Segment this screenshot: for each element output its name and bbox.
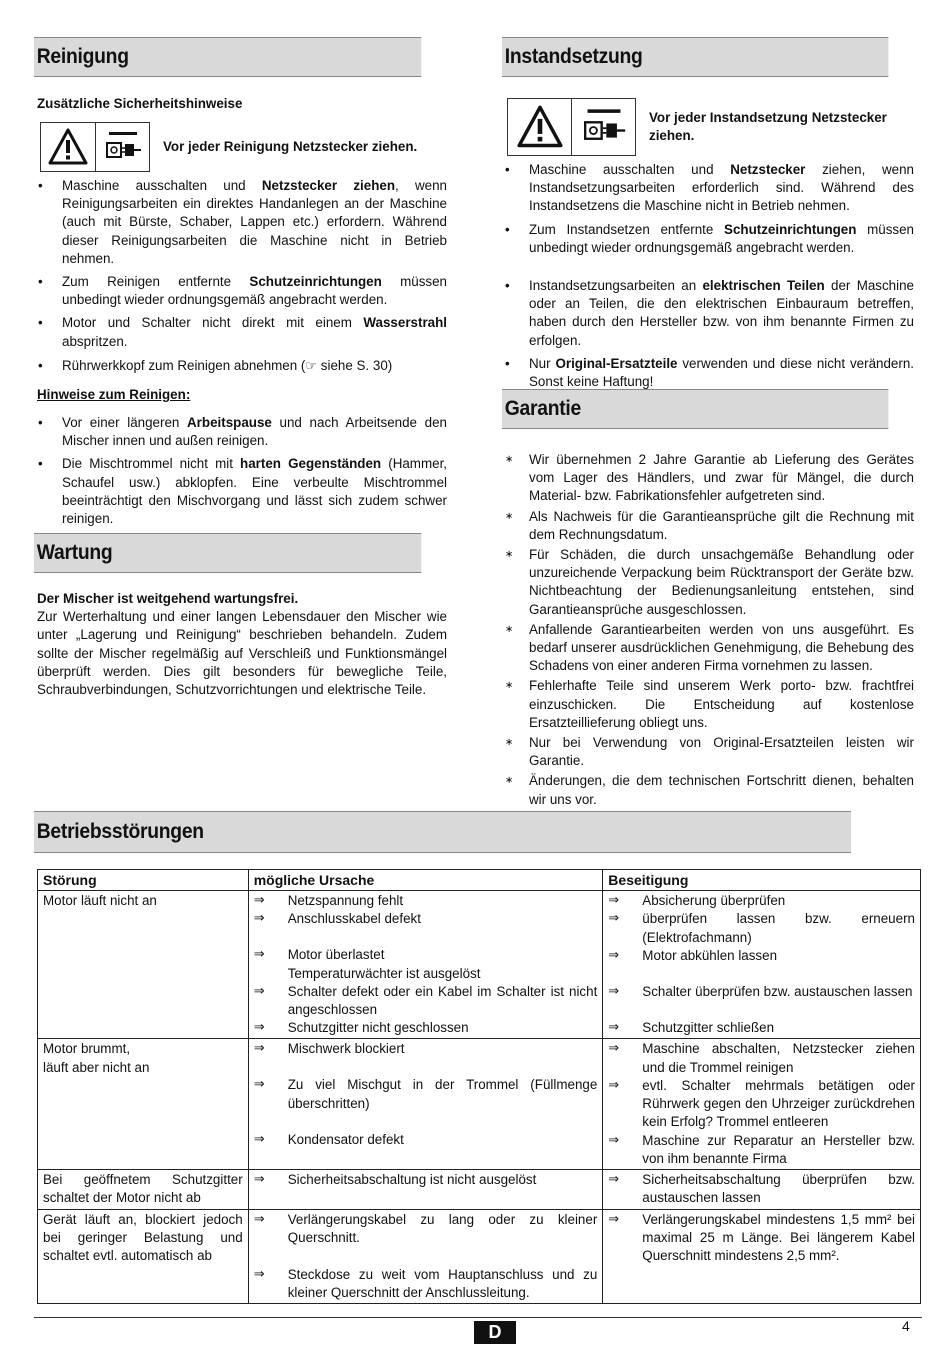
- ursache-line: [254, 1076, 598, 1131]
- list-item: • Zum Instandsetzen entfernte Schutzeinrichtungen müssen unbedingt wieder ordnungsgemäß angebracht werden.: [505, 221, 915, 255]
- ursache-cell: [248, 1039, 603, 1170]
- list-item: • Nur Original-Ersatzteile verwenden und diese nicht verändern. Sonst keine Haftung!: [505, 355, 914, 390]
- ursache-text: Verlängerungskabel zu lang oder zu kleiner Querschnitt.: [287, 1211, 598, 1245]
- beseitigung-text: Maschine zur Reparatur an Hersteller bzw. von ihm benannte Firma: [642, 1132, 915, 1167]
- stoerung-cell: Motor läuft nicht an: [38, 891, 249, 1039]
- ursache-cell: [248, 891, 603, 1039]
- list-item: • Motor und Schalter nicht direkt mit einem Wasserstrahl abspritzen.: [38, 315, 447, 349]
- asterisk-icon: ∗: [505, 623, 514, 635]
- ursache-text: Schalter defekt oder ein Kabel im Schalter ist nicht angeschlossen: [287, 983, 598, 1018]
- beseitigung-cell: [603, 891, 921, 1039]
- beseitigung-line: [608, 1040, 915, 1076]
- beseitigung-text: Schutzgitter schließen: [642, 1019, 775, 1035]
- section-header-reinigung: Reinigung: [34, 37, 421, 77]
- beseitigung-text: Maschine abschalten, Netzstecker ziehen und die Trommel reinigen: [642, 1041, 915, 1075]
- stoerung-cell: Gerät läuft an, blockiert jedoch bei geringer Belastung und schaltet evtl. automatisch ab: [38, 1209, 249, 1303]
- footer-rule: [34, 1317, 922, 1318]
- beseitigung-line: [608, 910, 915, 946]
- table-row: [38, 1209, 921, 1303]
- column-header: Beseitigung: [603, 870, 921, 891]
- arrow-right-icon: ⇒: [608, 1172, 620, 1188]
- wartung-text: [37, 590, 447, 699]
- ursache-text: Sicherheitsabschaltung ist nicht ausgelöst: [287, 1172, 537, 1188]
- unplug-icon: [572, 99, 635, 155]
- warning-triangle-icon: [508, 99, 572, 155]
- hinweise-title: Hinweise zum Reinigen:: [37, 387, 191, 402]
- ursache-cell: [248, 1170, 603, 1209]
- arrow-right-icon: ⇒: [253, 1266, 265, 1282]
- garantie-list: [504, 451, 914, 811]
- beseitigung-text: Sicherheitsabschaltung überprüfen bzw. austauschen lassen: [642, 1172, 915, 1206]
- list-item: • Maschine ausschalten und Netzstecker ziehen, wenn Reinigungsarbeiten ein direktes Handanlegen an der Maschine (auch mit Bürste, Schaber, Lappen etc.) erfordern. Während dieser Reinigungsarbeiten die Maschine nicht in Betrieb nehmen.: [38, 178, 447, 266]
- ursache-text: Schutzgitter nicht geschlossen: [287, 1020, 469, 1036]
- reinigung-bullets: [37, 177, 447, 381]
- stoerung-cell: Bei geöffnetem Schutzgitter schaltet der Motor nicht ab: [38, 1170, 249, 1209]
- list-item: ∗ Wir übernehmen 2 Jahre Garantie ab Lieferung des Gerätes vom Lager des Händlers, und zwar für Mängel, die durch Material- bzw. Fabrikationsfehler aufgetreten sind.: [505, 452, 914, 504]
- ursache-line: [254, 892, 598, 910]
- arrow-right-icon: ⇒: [253, 947, 265, 963]
- table-row: [38, 1170, 921, 1209]
- beseitigung-cell: [603, 1170, 921, 1209]
- section-header-instandsetzung: Instandsetzung: [502, 37, 888, 77]
- arrow-right-icon: ⇒: [608, 1132, 620, 1148]
- beseitigung-text: Motor abkühlen lassen: [642, 947, 778, 963]
- list-item: • Maschine ausschalten und Netzstecker ziehen, wenn Instandsetzungsarbeiten erforderlich sind. Während des Instandsetzens die Maschine nicht in Betrieb nehmen.: [505, 162, 914, 214]
- list-item: ∗ Fehlerhafte Teile sind unserem Werk porto- bzw. frachtfrei einzuschicken. Die Entscheidung auf kostenlose Ersatzteillieferung obliegt uns.: [505, 678, 914, 730]
- arrow-right-icon: ⇒: [253, 1077, 265, 1093]
- arrow-right-icon: ⇒: [608, 1077, 620, 1093]
- beseitigung-line: [608, 947, 915, 983]
- list-item: • Die Mischtrommel nicht mit harten Gegenständen (Hammer, Schaufel usw.) abklopfen. Eine verbeulte Mischtrommel beeinträchtigt den Mischvorgang und lässt sich zudem schwer reinigen.: [38, 456, 448, 527]
- ursache-line: [254, 910, 598, 946]
- arrow-right-icon: ⇒: [253, 911, 265, 927]
- beseitigung-text: evtl. Schalter mehrmals betätigen oder Rührwerk gegen den Uhrzeiger zurückdrehen kein Erfolg? Trommel entleeren: [642, 1077, 915, 1130]
- warning-text-reinigung: Vor jeder Reinigung Netzstecker ziehen.: [163, 139, 418, 154]
- stoerung-cell: Motor brummt, läuft aber nicht an: [38, 1039, 249, 1170]
- table-row: [38, 1039, 921, 1170]
- column-header: Störung: [38, 870, 249, 891]
- ursache-text: Kondensator defekt: [287, 1132, 404, 1148]
- ursache-line: [254, 1266, 598, 1302]
- beseitigung-cell: [603, 1039, 921, 1170]
- beseitigung-text: überprüfen lassen bzw. erneuern (Elektrofachmann): [642, 911, 915, 945]
- beseitigung-line: [608, 1132, 915, 1168]
- list-item: ∗ Als Nachweis für die Garantieansprüche gilt die Rechnung mit dem Rechnungsdatum.: [505, 508, 914, 542]
- hinweise-list: [37, 414, 447, 533]
- list-item: ∗ Anfallende Garantiearbeiten werden von uns ausgeführt. Es bedarf unserer ausdrücklichen Genehmigung, die Behebung des Schadens von einer anderen Firma vornehmen zu lassen.: [505, 621, 914, 674]
- asterisk-icon: ∗: [505, 454, 514, 465]
- ursache-text: Anschlusskabel defekt: [287, 911, 421, 927]
- beseitigung-line: [608, 892, 915, 910]
- warning-box-instandsetzung: [507, 98, 636, 156]
- table-row: [38, 891, 921, 1039]
- list-item: • Rührwerkkopf zum Reinigen abnehmen (☞ siehe S. 30): [38, 357, 393, 374]
- pointing-hand-icon: ☞: [305, 358, 318, 374]
- instandsetzung-bullets: [504, 161, 914, 396]
- ursache-line: [254, 946, 598, 982]
- list-item: ∗ Änderungen, die dem technischen Fortschritt dienen, behalten wir uns vor.: [505, 773, 914, 807]
- arrow-right-icon: ⇒: [253, 1211, 265, 1227]
- beseitigung-line: [608, 1077, 915, 1132]
- list-item: • Zum Reinigen entfernte Schutzeinrichtungen müssen unbedingt wieder ordnungsgemäß angebracht werden.: [38, 274, 448, 308]
- beseitigung-line: [608, 1211, 915, 1266]
- arrow-right-icon: ⇒: [608, 983, 620, 999]
- arrow-right-icon: ⇒: [608, 1041, 620, 1057]
- beseitigung-text: [608, 1266, 915, 1302]
- asterisk-icon: ∗: [505, 737, 514, 749]
- list-item: ∗ Nur bei Verwendung von Original-Ersatzteilen leisten wir Garantie.: [505, 735, 914, 769]
- ursache-text: Zu viel Mischgut in der Trommel (Füllmenge überschritten): [287, 1077, 598, 1111]
- section-header-betriebsstoerungen: Betriebsstörungen: [34, 811, 851, 853]
- table-header-row: [38, 870, 921, 891]
- beseitigung-line: [608, 1019, 915, 1037]
- ursache-cell: [248, 1209, 603, 1303]
- ursache-line: [254, 1131, 598, 1167]
- warning-box-reinigung: [40, 122, 150, 172]
- list-item: • Vor einer längeren Arbeitspause und nach Arbeitsende den Mischer innen und außen reinigen.: [38, 415, 447, 449]
- warning-triangle-icon: [41, 123, 96, 171]
- wartung-body: Zur Werterhaltung und einer langen Lebensdauer den Mischer wie unter „Lagerung und Reinigung“ beschrieben behandeln. Zudem sollte der Mischer regelmäßig auf Verschleiß und Funktionsmängel überprüft werden. Dies gilt besonders für bewegliche Teile, Schraubverbindungen, Schutzvorrichtungen und elektrische Teile.: [37, 609, 447, 698]
- arrow-right-icon: ⇒: [608, 1019, 620, 1035]
- column-header: mögliche Ursache: [248, 870, 603, 891]
- unplug-icon: [96, 123, 149, 171]
- ursache-line: [254, 983, 598, 1019]
- beseitigung-line: [608, 983, 915, 1019]
- language-badge: D: [474, 1321, 516, 1344]
- arrow-right-icon: ⇒: [608, 893, 620, 909]
- beseitigung-text: Absicherung überprüfen: [642, 893, 786, 909]
- list-item: ∗ Für Schäden, die durch unsachgemäße Behandlung oder unzureichende Verpackung beim Rücktransport der Geräte bzw. Nichtbeachtung der Bedienungsanleitung entstehen, sind Garantieansprüche ausgeschlossen.: [505, 547, 914, 617]
- ursache-line: [254, 1171, 598, 1207]
- arrow-right-icon: ⇒: [608, 911, 620, 927]
- ursache-line: [254, 1019, 598, 1037]
- ursache-text: Motor überlastet Temperaturwächter ist ausgelöst: [287, 947, 481, 981]
- ursache-text: Mischwerk blockiert: [287, 1041, 405, 1057]
- beseitigung-cell: [603, 1209, 921, 1303]
- asterisk-icon: ∗: [505, 549, 514, 561]
- wartung-lead: Der Mischer ist weitgehend wartungsfrei.: [37, 591, 299, 606]
- arrow-right-icon: ⇒: [253, 1132, 265, 1148]
- asterisk-icon: ∗: [505, 680, 514, 692]
- asterisk-icon: ∗: [505, 510, 514, 522]
- arrow-right-icon: ⇒: [253, 1041, 265, 1057]
- section-header-wartung: Wartung: [34, 533, 421, 573]
- arrow-right-icon: ⇒: [608, 1211, 620, 1227]
- arrow-right-icon: ⇒: [608, 947, 620, 963]
- beseitigung-line: [608, 1171, 915, 1207]
- beseitigung-text: Verlängerungskabel mindestens 1,5 mm² bei maximal 25 m Länge. Bei längerem Kabel Querschnitt mindestens 2,5 mm².: [642, 1211, 915, 1264]
- page-number: 4: [902, 1318, 910, 1334]
- beseitigung-line: [608, 1266, 915, 1302]
- arrow-right-icon: ⇒: [253, 893, 265, 909]
- ursache-text: Steckdose zu weit vom Hauptanschluss und zu kleiner Querschnitt der Anschlussleitung.: [287, 1266, 598, 1300]
- reinigung-subhead: Zusätzliche Sicherheitshinweise: [37, 96, 243, 111]
- arrow-right-icon: ⇒: [253, 1020, 265, 1036]
- ursache-line: [254, 1211, 598, 1266]
- beseitigung-text: Schalter überprüfen bzw. austauschen lassen: [642, 983, 913, 999]
- ursache-line: [254, 1040, 598, 1076]
- troubleshooting-table: [37, 869, 921, 1304]
- asterisk-icon: ∗: [505, 775, 514, 787]
- section-header-garantie: Garantie: [502, 389, 888, 429]
- ursache-text: Netzspannung fehlt: [287, 893, 404, 909]
- list-item: • Instandsetzungsarbeiten an elektrischen Teilen der Maschine oder an Teilen, die den elektrischen Einbauraum betreffen, haben durch den Hersteller bzw. von ihm benannte Firmen zu erfolgen.: [505, 278, 915, 348]
- arrow-right-icon: ⇒: [253, 1172, 265, 1188]
- warning-text-instandsetzung: Vor jeder Instandsetzung Netzstecker ziehen.: [649, 110, 887, 144]
- reinigung-section: [37, 95, 447, 113]
- arrow-right-icon: ⇒: [253, 983, 265, 999]
